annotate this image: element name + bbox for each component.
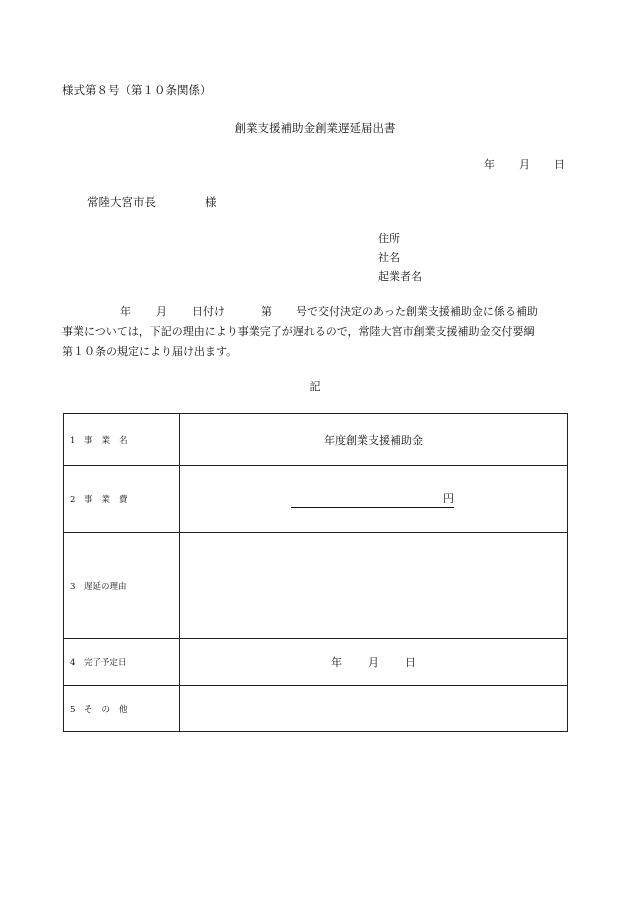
body-line-2: 事業については，下記の理由により事業完了が遅れるので，常陸大宮市創業支援補助金交付要綱 — [62, 325, 535, 338]
table-row — [64, 414, 568, 466]
body-month: 月 — [156, 305, 167, 318]
other-field[interactable] — [180, 686, 568, 732]
body-no-prefix: 第 — [261, 305, 272, 318]
body-year: 年 — [120, 305, 131, 318]
row-label — [64, 686, 180, 732]
table-row — [64, 639, 568, 686]
project-cost-field[interactable] — [180, 466, 568, 533]
addressee-honorific: 様 — [205, 195, 217, 209]
row-label — [64, 533, 180, 639]
date-year: 年 — [484, 158, 495, 171]
date-month: 月 — [519, 158, 530, 171]
row-label — [64, 414, 180, 466]
body-line-3: 第１０条の規定により届け出ます。 — [62, 345, 238, 358]
row-label-text: 遅延の理由 — [84, 581, 127, 592]
row-number: 1 — [70, 435, 76, 446]
cost-underline — [291, 490, 454, 508]
row-label — [64, 466, 180, 533]
table-row — [64, 466, 568, 533]
table-row — [64, 533, 568, 639]
completion-date-field[interactable] — [180, 639, 568, 686]
applicant-company-label: 社名 — [378, 251, 400, 264]
completion-year: 年 — [331, 656, 342, 669]
delay-reason-field[interactable] — [180, 533, 568, 639]
row-label-text: その他 — [84, 704, 137, 715]
completion-day: 日 — [405, 656, 416, 669]
yen-unit: 円 — [443, 492, 454, 505]
row-number: 3 — [70, 581, 76, 592]
row-label-text: 事業費 — [84, 495, 137, 505]
document-title: 創業支援補助金創業遅延届出書 — [234, 121, 396, 135]
body-day: 日付け — [192, 305, 225, 318]
date-day: 日 — [554, 158, 565, 171]
row-number: 2 — [70, 495, 76, 505]
applicant-founder-label: 起業者名 — [378, 270, 422, 283]
row-label — [64, 639, 180, 686]
table-row — [64, 686, 568, 732]
body-paragraph — [62, 302, 568, 362]
form-number: 様式第８号（第１０条関係） — [62, 83, 212, 97]
applicant-address-label: 住所 — [378, 232, 400, 245]
row-label-text: 事業名 — [84, 435, 137, 446]
project-name-field[interactable]: 年度創業支援補助金 — [180, 414, 568, 466]
row-number: 4 — [70, 658, 76, 668]
addressee-name: 常陸大宮市長 — [87, 195, 156, 209]
ki-heading: 記 — [309, 380, 321, 393]
detail-table — [63, 413, 568, 732]
row-label-text: 完了予定日 — [84, 658, 127, 668]
body-line-1 — [62, 302, 568, 322]
row-number: 5 — [70, 704, 76, 715]
body-line1-rest: 号で交付決定のあった創業支援補助金に係る補助 — [296, 305, 538, 318]
completion-month: 月 — [368, 656, 379, 669]
